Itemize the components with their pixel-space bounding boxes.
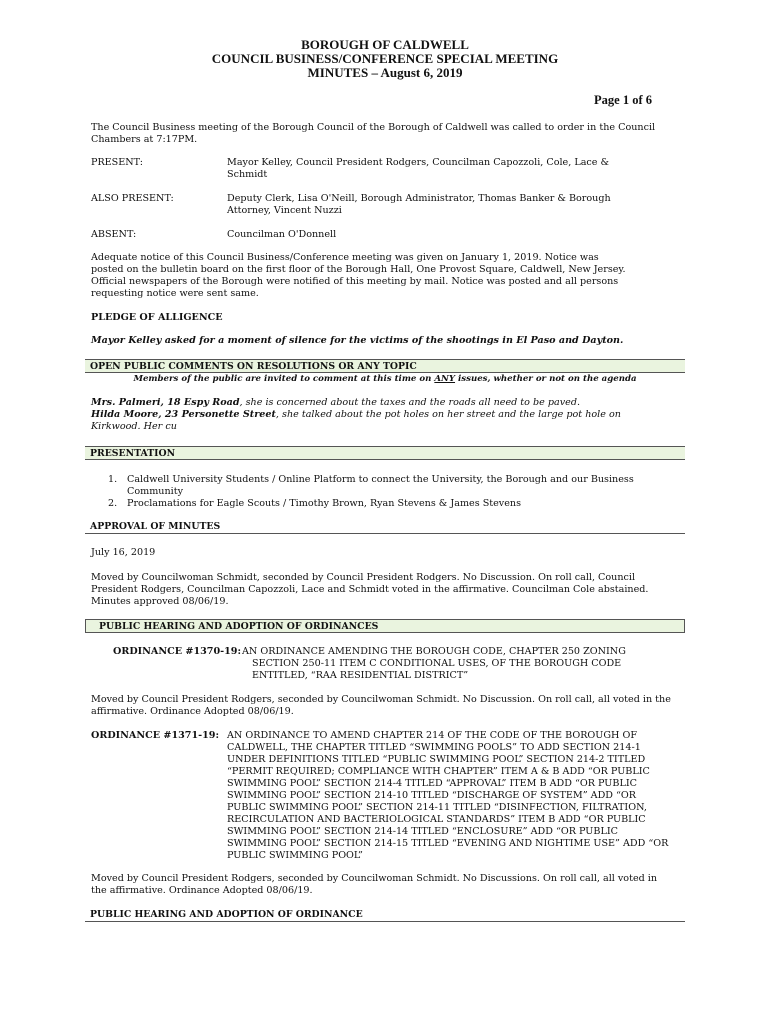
list-item-number: 2. (108, 498, 118, 509)
public-comments-heading: OPEN PUBLIC COMMENTS ON RESOLUTIONS OR ANY TOPIC (90, 361, 417, 372)
page-number: Page 1 of 6 (594, 93, 652, 107)
ordinance-1371-label: ORDINANCE #1371-19: (91, 730, 220, 741)
comment-text: , she is concerned about the taxes and the roads all need to be paved. (239, 397, 581, 408)
section-head-approval (85, 520, 685, 534)
public-comments-subtitle (0, 374, 770, 384)
public-hearing-2-heading: PUBLIC HEARING AND ADOPTION OF ORDINANCE (90, 909, 363, 920)
presentation-heading: PRESENTATION (90, 448, 176, 459)
public-comment-1 (91, 397, 661, 409)
borough-title: BOROUGH OF CALDWELL (301, 37, 469, 52)
subtitle-text-after: issues, whether or not on the agenda (455, 374, 637, 384)
section-head-public-hearing-2 (85, 908, 685, 922)
present-label: PRESENT: (91, 157, 143, 168)
ordinance-1370-vote: Moved by Council President Rodgers, seconded by Councilwoman Schmidt. No Discussion. On roll call, all voted in the affirmative. Ordinance Adopted 08/06/19. (91, 694, 671, 717)
ordinance-1370-label: ORDINANCE #1370-19: (113, 646, 242, 657)
also-present-list: Deputy Clerk, Lisa O'Neill, Borough Administrator, Thomas Banker & Borough Attorney, Vincent Nuzzi (227, 193, 611, 216)
minutes-date: MINUTES – August 6, 2019 (307, 65, 463, 80)
approval-vote: Moved by Councilwoman Schmidt, seconded by Council President Rodgers. No Discussion. On roll call, Council President Rodgers, Councilman Capozzoli, Lace and Schmidt voted in the affirmative. Councilman Cole abstained. Minutes approved 08/06/19. (91, 572, 649, 607)
notice-paragraph: Adequate notice of this Council Business/Conference meeting was given on January 1, 2019. Notice was posted on the bulletin board on the first floor of the Borough Hall, One Provost Square, Caldwell, New Jersey. Official newspapers of the Borough were notified of this meeting by mail. Notice was posted and all persons requesting notice were sent same. (91, 252, 626, 299)
section-bar-presentation (85, 446, 685, 460)
meeting-title: COUNCIL BUSINESS/CONFERENCE SPECIAL MEETING (211, 51, 559, 66)
commenter-name: Hilda Moore, 23 Personette Street (91, 409, 276, 420)
approval-date: July 16, 2019 (91, 547, 156, 558)
section-bar-public-comments (85, 359, 685, 373)
list-item: Proclamations for Eagle Scouts / Timothy Brown, Ryan Stevens & James Stevens (127, 498, 522, 509)
section-bar-public-hearing (85, 619, 685, 633)
ordinance-1371-text: AN ORDINANCE TO AMEND CHAPTER 214 OF THE CODE OF THE BOROUGH OF CALDWELL, THE CHAPTER TITLED “SWIMMING POOLS” TO ADD SECTION 214-1 UNDER DEFINITIONS TITLED “PUBLIC SWIMMING POOL” SECTION 214-2 TITLED “PERMIT REQUIRED; COMPLIANCE WITH CHAPTER” ITEM A & B ADD “OR PUBLIC SWIMMING POOL” SECTION 214-4 TITLED “APPROVAL” ITEM B ADD “OR PUBLIC SWIMMING POOL” SECTION 214-10 TITLED “DISCHARGE OF SYSTEM” ADD “OR PUBLIC SWIMMING POOL” SECTION 214-11 TITLED “DISINFECTION, FILTRATION, RECIRCULATION AND BACTERIOLOGICAL STANDARDS” ITEM B ADD “OR PUBLIC SWIMMING POOL” SECTION 214-14 TITLED “ENCLOSURE” ADD “OR PUBLIC SWIMMING POOL” SECTION 214-15 TITLED “EVENING AND NIGHTIME USE” ADD “OR PUBLIC SWIMMING POOL” (227, 730, 669, 861)
list-item: Caldwell University Students / Online Platform to connect the University, the Borough and our Business Community (127, 474, 634, 497)
public-hearing-heading: PUBLIC HEARING AND ADOPTION OF ORDINANCES (99, 621, 379, 632)
present-list: Mayor Kelley, Council President Rodgers, Councilman Capozzoli, Cole, Lace & Schmidt (227, 157, 610, 180)
absent-label: ABSENT: (91, 229, 137, 240)
pledge-heading: PLEDGE OF ALLIGENCE (91, 312, 223, 323)
ordinance-1371-vote: Moved by Council President Rodgers, seconded by Councilwoman Schmidt. No Discussions. On roll call, all voted in the affirmative. Ordinance Adopted 08/06/19. (91, 873, 658, 896)
ordinance-1370-text (242, 646, 652, 682)
comment-text: , she talked about the pot holes on her street and the large pot hole on Kirkwood. Her cu (91, 409, 621, 432)
approval-heading: APPROVAL OF MINUTES (90, 521, 221, 532)
also-present-label: ALSO PRESENT: (91, 193, 174, 204)
commenter-name: Mrs. Palmeri, 18 Espy Road (91, 397, 240, 408)
subtitle-underlined: ANY (434, 374, 456, 384)
subtitle-text-before: Members of the public are invited to comment at this time on (133, 374, 435, 384)
list-item-number: 1. (108, 474, 118, 485)
public-comment-2 (91, 409, 661, 433)
intro-paragraph: The Council Business meeting of the Borough Council of the Borough of Caldwell was called to order in the Council Chambers at 7:17PM. (91, 122, 656, 145)
ordinance-text: AN ORDINANCE AMENDING THE BOROUGH CODE, CHAPTER 250 ZONING SECTION 250-11 ITEM C CONDITIONAL USES, OF THE BOROUGH CODE ENTITLED, “RAA RESIDENTIAL DISTRICT” (242, 646, 626, 681)
silence-note: Mayor Kelley asked for a moment of silence for the victims of the shootings in El Paso and Dayton. (91, 335, 624, 346)
absent-list: Councilman O'Donnell (227, 229, 337, 240)
